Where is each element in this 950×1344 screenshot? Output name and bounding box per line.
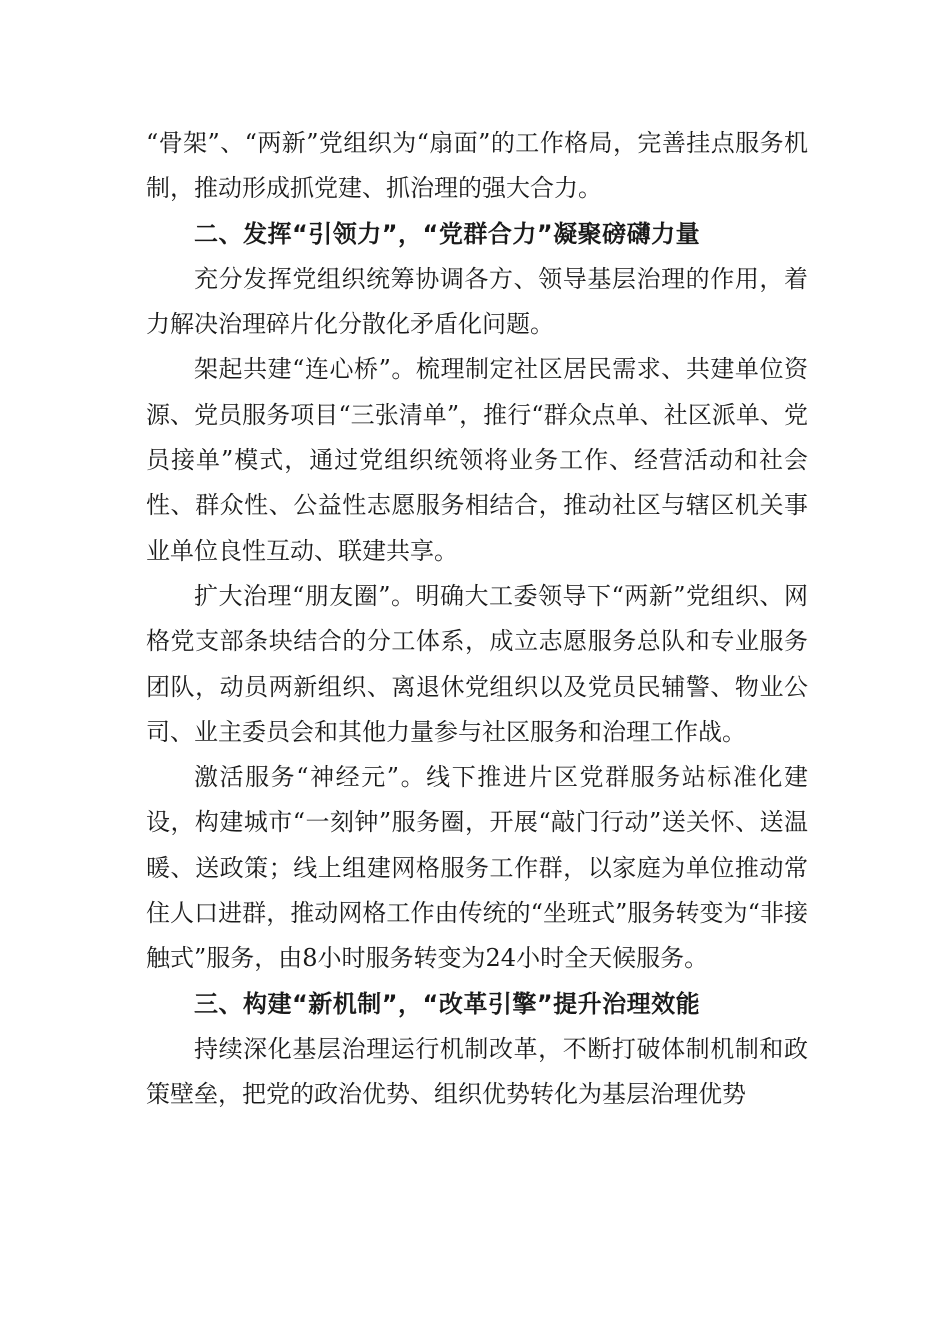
section-heading-2: 二、发挥“引领力”，“党群合力”凝聚磅礴力量	[194, 219, 701, 248]
paragraph-friends-circle: 扩大治理“朋友圈”。明确大工委领导下“两新”党组织、网格党支部条块结合的分工体系，成立志愿服务总队和专业服务团队，动员两新组织、离退休党组织以及党员民辅警、物业公司、业主委员会和其他力量参与社区服务和治理工作战。	[146, 581, 808, 746]
paragraph-bridge: 架起共建“连心桥”。梳理制定社区居民需求、共建单位资源、党员服务项目“三张清单”，推行“群众点单、社区派单、党员接单”模式，通过党组织统领将业务工作、经营活动和社会性、群众性、公益性志愿服务相结合，推动社区与辖区机关事业单位良性互动、联建共享。	[146, 355, 808, 565]
document-body	[146, 121, 808, 1118]
paragraph-neuron: 激活服务“神经元”。线下推进片区党群服务站标准化建设，构建城市“一刻钟”服务圈，开展“敲门行动”送关怀、送温暖、送政策；线上组建网格服务工作群，以家庭为单位推动常住人口进群，推动网格工作由传统的“坐班式”服务转变为“非接触式”服务，由8小时服务转变为24小时全天候服务。	[146, 763, 808, 973]
paragraph-continuation: “骨架”、“两新”党组织为“扇面”的工作格局，完善挂点服务机制，推动形成抓党建、抓治理的强大合力。	[146, 129, 808, 203]
paragraph-intro-3: 持续深化基层治理运行机制改革，不断打破体制机制和政策壁垒，把党的政治优势、组织优势转化为基层治理优势	[146, 1034, 808, 1109]
paragraph-intro-2: 充分发挥党组织统筹协调各方、领导基层治理的作用，着力解决治理碎片化分散化矛盾化问题。	[146, 264, 808, 339]
section-heading-3: 三、构建“新机制”，“改革引擎”提升治理效能	[194, 989, 701, 1018]
